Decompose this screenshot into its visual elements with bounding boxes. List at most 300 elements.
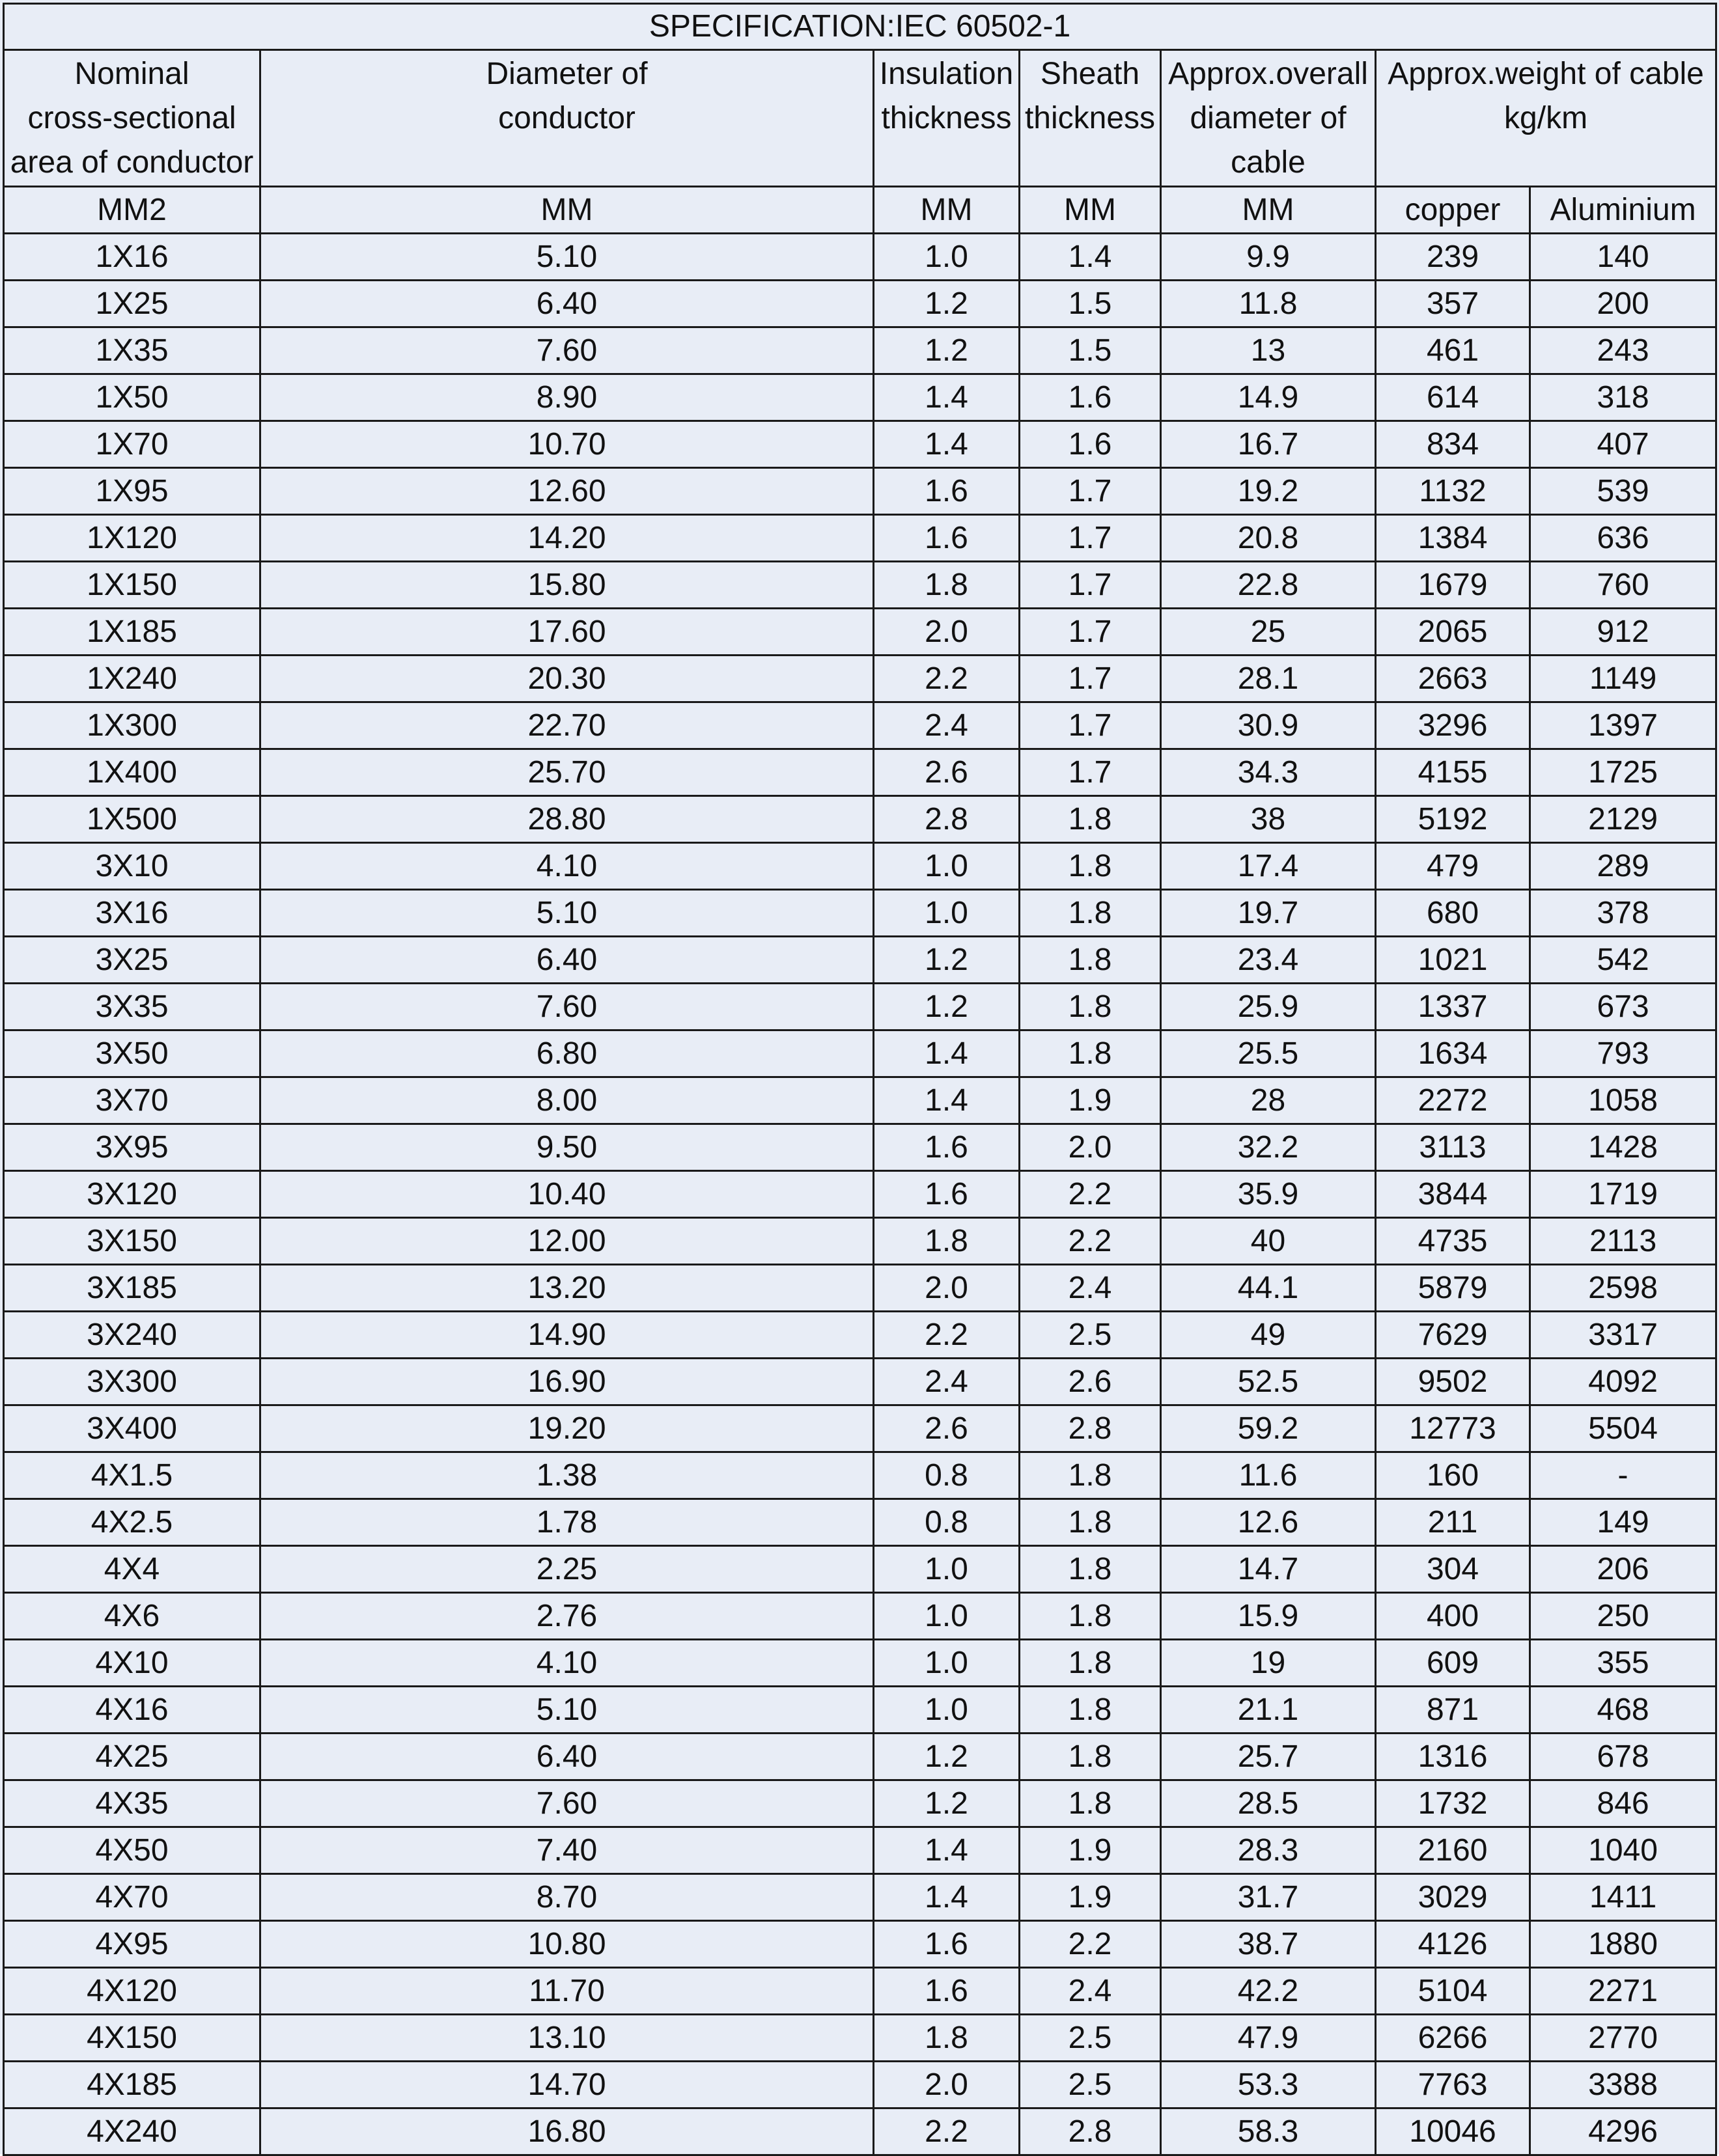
overall-diameter-cell: 32.2 (1161, 1124, 1376, 1171)
sheath-cell: 1.5 (1020, 281, 1161, 327)
header-area (4, 50, 260, 187)
table-row (4, 1968, 1716, 2015)
aluminium-weight-cell: 4296 (1530, 2108, 1716, 2155)
aluminium-weight-cell: 289 (1530, 843, 1716, 890)
diameter-cell: 25.70 (260, 749, 874, 796)
aluminium-weight-cell: 407 (1530, 421, 1716, 468)
aluminium-weight-cell: 250 (1530, 1593, 1716, 1640)
overall-diameter-cell: 28.1 (1161, 656, 1376, 702)
header-sheath (1020, 50, 1161, 187)
diameter-cell: 28.80 (260, 796, 874, 843)
insulation-cell: 1.2 (874, 281, 1020, 327)
aluminium-weight-cell: 3317 (1530, 1312, 1716, 1359)
diameter-cell: 7.60 (260, 1780, 874, 1827)
area-cell: 1X120 (4, 515, 260, 562)
insulation-cell: 1.4 (874, 421, 1020, 468)
header-area-line: area of conductor (10, 145, 254, 180)
header-insulation (874, 50, 1020, 187)
insulation-cell: 2.6 (874, 749, 1020, 796)
diameter-cell: 13.20 (260, 1265, 874, 1312)
table-row (4, 1124, 1716, 1171)
copper-weight-cell: 211 (1376, 1499, 1530, 1546)
diameter-cell: 7.60 (260, 984, 874, 1030)
area-cell: 3X16 (4, 890, 260, 937)
copper-weight-cell: 10046 (1376, 2108, 1530, 2155)
overall-diameter-cell: 28.5 (1161, 1780, 1376, 1827)
overall-diameter-cell: 59.2 (1161, 1405, 1376, 1452)
aluminium-weight-cell: 149 (1530, 1499, 1716, 1546)
overall-diameter-cell: 15.9 (1161, 1593, 1376, 1640)
table-row (4, 2108, 1716, 2155)
aluminium-weight-cell: 636 (1530, 515, 1716, 562)
overall-diameter-cell: 19.2 (1161, 468, 1376, 515)
aluminium-weight-cell: 5504 (1530, 1405, 1716, 1452)
diameter-cell: 6.40 (260, 1734, 874, 1780)
aluminium-weight-cell: 846 (1530, 1780, 1716, 1827)
area-cell: 1X70 (4, 421, 260, 468)
sheath-cell: 1.8 (1020, 843, 1161, 890)
insulation-cell: 2.0 (874, 1265, 1020, 1312)
overall-diameter-cell: 31.7 (1161, 1874, 1376, 1921)
table-row (4, 1405, 1716, 1452)
aluminium-weight-cell: 1149 (1530, 656, 1716, 702)
aluminium-weight-cell: 206 (1530, 1546, 1716, 1593)
sheath-cell: 1.8 (1020, 1780, 1161, 1827)
table-row (4, 1218, 1716, 1265)
sheath-cell: 1.7 (1020, 562, 1161, 609)
diameter-cell: 7.40 (260, 1827, 874, 1874)
header-overall (1161, 50, 1376, 187)
insulation-cell: 2.2 (874, 1312, 1020, 1359)
unit-cell: MM (1020, 187, 1161, 234)
aluminium-weight-cell: 378 (1530, 890, 1716, 937)
insulation-cell: 1.4 (874, 374, 1020, 421)
overall-diameter-cell: 25.7 (1161, 1734, 1376, 1780)
area-cell: 3X70 (4, 1077, 260, 1124)
area-cell: 1X300 (4, 702, 260, 749)
unit-cell: MM (874, 187, 1020, 234)
insulation-cell: 1.0 (874, 890, 1020, 937)
copper-weight-cell: 479 (1376, 843, 1530, 890)
insulation-cell: 1.2 (874, 327, 1020, 374)
header-sheath-line: thickness (1024, 101, 1156, 135)
overall-diameter-cell: 16.7 (1161, 421, 1376, 468)
insulation-cell: 1.0 (874, 234, 1020, 281)
overall-diameter-cell: 34.3 (1161, 749, 1376, 796)
aluminium-weight-cell: 140 (1530, 234, 1716, 281)
table-row (4, 1921, 1716, 1968)
area-cell: 3X400 (4, 1405, 260, 1452)
insulation-cell: 2.0 (874, 609, 1020, 656)
sheath-cell: 1.9 (1020, 1077, 1161, 1124)
sheath-cell: 2.8 (1020, 1405, 1161, 1452)
sheath-cell: 1.7 (1020, 609, 1161, 656)
overall-diameter-cell: 19 (1161, 1640, 1376, 1687)
header-overall-line: cable (1231, 145, 1306, 180)
sheath-cell: 2.8 (1020, 2108, 1161, 2155)
insulation-cell: 1.8 (874, 1218, 1020, 1265)
aluminium-weight-cell: 2271 (1530, 1968, 1716, 2015)
table-row (4, 656, 1716, 702)
diameter-cell: 2.76 (260, 1593, 874, 1640)
overall-diameter-cell: 49 (1161, 1312, 1376, 1359)
table-row (4, 327, 1716, 374)
copper-weight-cell: 2065 (1376, 609, 1530, 656)
copper-weight-cell: 1634 (1376, 1030, 1530, 1077)
insulation-cell: 1.6 (874, 1921, 1020, 1968)
area-cell: 4X240 (4, 2108, 260, 2155)
sheath-cell: 1.8 (1020, 1734, 1161, 1780)
copper-weight-cell: 1132 (1376, 468, 1530, 515)
area-cell: 1X25 (4, 281, 260, 327)
aluminium-weight-cell: 1058 (1530, 1077, 1716, 1124)
area-cell: 4X2.5 (4, 1499, 260, 1546)
aluminium-weight-cell: 1725 (1530, 749, 1716, 796)
area-cell: 4X95 (4, 1921, 260, 1968)
sheath-cell: 2.4 (1020, 1968, 1161, 2015)
sheath-cell: 1.8 (1020, 1593, 1161, 1640)
aluminium-weight-cell: 2598 (1530, 1265, 1716, 1312)
aluminium-weight-cell: 4092 (1530, 1359, 1716, 1405)
copper-weight-cell: 7629 (1376, 1312, 1530, 1359)
table-row (4, 890, 1716, 937)
overall-diameter-cell: 38 (1161, 796, 1376, 843)
table-row (4, 1312, 1716, 1359)
table-row (4, 421, 1716, 468)
diameter-cell: 15.80 (260, 562, 874, 609)
unit-cell: Aluminium (1530, 187, 1716, 234)
area-cell: 3X25 (4, 937, 260, 984)
sheath-cell: 1.4 (1020, 234, 1161, 281)
diameter-cell: 12.00 (260, 1218, 874, 1265)
diameter-cell: 14.70 (260, 2062, 874, 2108)
header-weight-line: Approx.weight of cable (1388, 57, 1704, 91)
table-row (4, 515, 1716, 562)
aluminium-weight-cell: 468 (1530, 1687, 1716, 1734)
area-cell: 3X10 (4, 843, 260, 890)
aluminium-weight-cell: 3388 (1530, 2062, 1716, 2108)
insulation-cell: 1.6 (874, 468, 1020, 515)
area-cell: 1X185 (4, 609, 260, 656)
insulation-cell: 0.8 (874, 1452, 1020, 1499)
insulation-cell: 1.0 (874, 1687, 1020, 1734)
insulation-cell: 1.8 (874, 2015, 1020, 2062)
diameter-cell: 8.90 (260, 374, 874, 421)
diameter-cell: 2.25 (260, 1546, 874, 1593)
aluminium-weight-cell: 200 (1530, 281, 1716, 327)
diameter-cell: 6.40 (260, 281, 874, 327)
diameter-cell: 4.10 (260, 843, 874, 890)
sheath-cell: 1.8 (1020, 1499, 1161, 1546)
sheath-cell: 1.7 (1020, 515, 1161, 562)
area-cell: 4X35 (4, 1780, 260, 1827)
sheath-cell: 1.7 (1020, 468, 1161, 515)
aluminium-weight-cell: 1411 (1530, 1874, 1716, 1921)
overall-diameter-cell: 11.6 (1161, 1452, 1376, 1499)
table-row (4, 937, 1716, 984)
overall-diameter-cell: 25 (1161, 609, 1376, 656)
copper-weight-cell: 400 (1376, 1593, 1530, 1640)
sheath-cell: 1.7 (1020, 749, 1161, 796)
diameter-cell: 11.70 (260, 1968, 874, 2015)
overall-diameter-cell: 22.8 (1161, 562, 1376, 609)
insulation-cell: 1.8 (874, 562, 1020, 609)
table-row (4, 1874, 1716, 1921)
sheath-cell: 1.8 (1020, 890, 1161, 937)
copper-weight-cell: 609 (1376, 1640, 1530, 1687)
sheath-cell: 1.6 (1020, 421, 1161, 468)
table-row (4, 843, 1716, 890)
aluminium-weight-cell: 760 (1530, 562, 1716, 609)
table-row (4, 1359, 1716, 1405)
diameter-cell: 4.10 (260, 1640, 874, 1687)
area-cell: 3X50 (4, 1030, 260, 1077)
diameter-cell: 8.70 (260, 1874, 874, 1921)
table-row (4, 702, 1716, 749)
table-row (4, 984, 1716, 1030)
overall-diameter-cell: 28.3 (1161, 1827, 1376, 1874)
insulation-cell: 1.0 (874, 1640, 1020, 1687)
copper-weight-cell: 9502 (1376, 1359, 1530, 1405)
table-row (4, 374, 1716, 421)
overall-diameter-cell: 30.9 (1161, 702, 1376, 749)
copper-weight-cell: 871 (1376, 1687, 1530, 1734)
overall-diameter-cell: 44.1 (1161, 1265, 1376, 1312)
area-cell: 1X400 (4, 749, 260, 796)
area-cell: 3X240 (4, 1312, 260, 1359)
copper-weight-cell: 239 (1376, 234, 1530, 281)
overall-diameter-cell: 9.9 (1161, 234, 1376, 281)
copper-weight-cell: 160 (1376, 1452, 1530, 1499)
insulation-cell: 2.6 (874, 1405, 1020, 1452)
area-cell: 3X95 (4, 1124, 260, 1171)
aluminium-weight-cell: 2113 (1530, 1218, 1716, 1265)
area-cell: 1X150 (4, 562, 260, 609)
copper-weight-cell: 1337 (1376, 984, 1530, 1030)
table-row (4, 1593, 1716, 1640)
sheath-cell: 1.8 (1020, 1687, 1161, 1734)
header-insulation-line: Insulation (879, 57, 1014, 91)
area-cell: 4X1.5 (4, 1452, 260, 1499)
sheath-cell: 2.5 (1020, 2062, 1161, 2108)
insulation-cell: 1.2 (874, 1780, 1020, 1827)
sheath-cell: 2.2 (1020, 1218, 1161, 1265)
copper-weight-cell: 4126 (1376, 1921, 1530, 1968)
overall-diameter-cell: 42.2 (1161, 1968, 1376, 2015)
area-cell: 4X120 (4, 1968, 260, 2015)
copper-weight-cell: 1316 (1376, 1734, 1530, 1780)
insulation-cell: 2.2 (874, 656, 1020, 702)
aluminium-weight-cell: 1719 (1530, 1171, 1716, 1218)
area-cell: 4X16 (4, 1687, 260, 1734)
overall-diameter-cell: 53.3 (1161, 2062, 1376, 2108)
overall-diameter-cell: 14.7 (1161, 1546, 1376, 1593)
area-cell: 1X35 (4, 327, 260, 374)
area-cell: 4X50 (4, 1827, 260, 1874)
copper-weight-cell: 2160 (1376, 1827, 1530, 1874)
table-row (4, 1452, 1716, 1499)
diameter-cell: 9.50 (260, 1124, 874, 1171)
area-cell: 4X4 (4, 1546, 260, 1593)
diameter-cell: 22.70 (260, 702, 874, 749)
table-row (4, 1734, 1716, 1780)
area-cell: 1X500 (4, 796, 260, 843)
aluminium-weight-cell: 793 (1530, 1030, 1716, 1077)
unit-cell: MM (1161, 187, 1376, 234)
copper-weight-cell: 3296 (1376, 702, 1530, 749)
insulation-cell: 1.4 (874, 1874, 1020, 1921)
table-row (4, 1077, 1716, 1124)
table-row (4, 234, 1716, 281)
insulation-cell: 1.6 (874, 1124, 1020, 1171)
header-diameter-line: Diameter of (486, 57, 648, 91)
overall-diameter-cell: 13 (1161, 327, 1376, 374)
copper-weight-cell: 1732 (1376, 1780, 1530, 1827)
sheath-cell: 1.8 (1020, 1452, 1161, 1499)
overall-diameter-cell: 17.4 (1161, 843, 1376, 890)
diameter-cell: 16.90 (260, 1359, 874, 1405)
copper-weight-cell: 357 (1376, 281, 1530, 327)
table-row (4, 1546, 1716, 1593)
overall-diameter-cell: 20.8 (1161, 515, 1376, 562)
area-cell: 1X16 (4, 234, 260, 281)
overall-diameter-cell: 23.4 (1161, 937, 1376, 984)
diameter-cell: 8.00 (260, 1077, 874, 1124)
diameter-cell: 13.10 (260, 2015, 874, 2062)
insulation-cell: 1.2 (874, 984, 1020, 1030)
area-cell: 1X240 (4, 656, 260, 702)
overall-diameter-cell: 35.9 (1161, 1171, 1376, 1218)
table-row (4, 1499, 1716, 1546)
aluminium-weight-cell: 912 (1530, 609, 1716, 656)
insulation-cell: 1.6 (874, 1171, 1020, 1218)
insulation-cell: 1.2 (874, 1734, 1020, 1780)
insulation-cell: 1.4 (874, 1077, 1020, 1124)
area-cell: 4X70 (4, 1874, 260, 1921)
copper-weight-cell: 5104 (1376, 1968, 1530, 2015)
diameter-cell: 1.78 (260, 1499, 874, 1546)
copper-weight-cell: 3844 (1376, 1171, 1530, 1218)
sheath-cell: 1.8 (1020, 1546, 1161, 1593)
copper-weight-cell: 1021 (1376, 937, 1530, 984)
sheath-cell: 2.4 (1020, 1265, 1161, 1312)
copper-weight-cell: 2663 (1376, 656, 1530, 702)
sheath-cell: 2.2 (1020, 1921, 1161, 1968)
diameter-cell: 5.10 (260, 1687, 874, 1734)
header-diameter-line: conductor (498, 101, 636, 135)
aluminium-weight-cell: 1880 (1530, 1921, 1716, 1968)
table-row (4, 1827, 1716, 1874)
diameter-cell: 7.60 (260, 327, 874, 374)
table-row (4, 2062, 1716, 2108)
table-row (4, 796, 1716, 843)
insulation-cell: 1.2 (874, 937, 1020, 984)
table-row (4, 281, 1716, 327)
insulation-cell: 1.4 (874, 1030, 1020, 1077)
insulation-cell: 1.0 (874, 1593, 1020, 1640)
sheath-cell: 1.7 (1020, 702, 1161, 749)
copper-weight-cell: 7763 (1376, 2062, 1530, 2108)
overall-diameter-cell: 21.1 (1161, 1687, 1376, 1734)
diameter-cell: 12.60 (260, 468, 874, 515)
table-row (4, 1265, 1716, 1312)
diameter-cell: 10.70 (260, 421, 874, 468)
copper-weight-cell: 3029 (1376, 1874, 1530, 1921)
cable-spec-table (3, 3, 1717, 2156)
sheath-cell: 2.5 (1020, 1312, 1161, 1359)
table-row (4, 1640, 1716, 1687)
header-insulation-line: thickness (881, 101, 1012, 135)
aluminium-weight-cell: 539 (1530, 468, 1716, 515)
aluminium-weight-cell: 243 (1530, 327, 1716, 374)
copper-weight-cell: 4735 (1376, 1218, 1530, 1265)
overall-diameter-cell: 12.6 (1161, 1499, 1376, 1546)
area-cell: 3X120 (4, 1171, 260, 1218)
copper-weight-cell: 614 (1376, 374, 1530, 421)
copper-weight-cell: 5879 (1376, 1265, 1530, 1312)
overall-diameter-cell: 25.5 (1161, 1030, 1376, 1077)
copper-weight-cell: 12773 (1376, 1405, 1530, 1452)
area-cell: 1X50 (4, 374, 260, 421)
aluminium-weight-cell: 673 (1530, 984, 1716, 1030)
sheath-cell: 1.9 (1020, 1874, 1161, 1921)
insulation-cell: 0.8 (874, 1499, 1020, 1546)
table-title: SPECIFICATION:IEC 60502-1 (4, 4, 1716, 50)
overall-diameter-cell: 28 (1161, 1077, 1376, 1124)
unit-cell: MM (260, 187, 874, 234)
insulation-cell: 1.0 (874, 843, 1020, 890)
units-row (4, 187, 1716, 234)
overall-diameter-cell: 38.7 (1161, 1921, 1376, 1968)
diameter-cell: 10.80 (260, 1921, 874, 1968)
sheath-cell: 2.2 (1020, 1171, 1161, 1218)
sheath-cell: 1.5 (1020, 327, 1161, 374)
aluminium-weight-cell: 1397 (1530, 702, 1716, 749)
unit-cell: copper (1376, 187, 1530, 234)
copper-weight-cell: 304 (1376, 1546, 1530, 1593)
header-overall-line: Approx.overall (1168, 57, 1368, 91)
copper-weight-cell: 1679 (1376, 562, 1530, 609)
header-area-line: cross-sectional (27, 101, 236, 135)
aluminium-weight-cell: 318 (1530, 374, 1716, 421)
copper-weight-cell: 680 (1376, 890, 1530, 937)
copper-weight-cell: 6266 (1376, 2015, 1530, 2062)
copper-weight-cell: 834 (1376, 421, 1530, 468)
sheath-cell: 1.6 (1020, 374, 1161, 421)
header-weight (1376, 50, 1716, 187)
area-cell: 4X25 (4, 1734, 260, 1780)
insulation-cell: 2.8 (874, 796, 1020, 843)
table-row (4, 749, 1716, 796)
diameter-cell: 20.30 (260, 656, 874, 702)
overall-diameter-cell: 47.9 (1161, 2015, 1376, 2062)
diameter-cell: 10.40 (260, 1171, 874, 1218)
copper-weight-cell: 1384 (1376, 515, 1530, 562)
sheath-cell: 1.8 (1020, 937, 1161, 984)
overall-diameter-cell: 40 (1161, 1218, 1376, 1265)
diameter-cell: 1.38 (260, 1452, 874, 1499)
diameter-cell: 16.80 (260, 2108, 874, 2155)
area-cell: 3X185 (4, 1265, 260, 1312)
aluminium-weight-cell: 678 (1530, 1734, 1716, 1780)
sheath-cell: 2.6 (1020, 1359, 1161, 1405)
table-row (4, 2015, 1716, 2062)
table-row (4, 1780, 1716, 1827)
diameter-cell: 5.10 (260, 234, 874, 281)
overall-diameter-cell: 58.3 (1161, 2108, 1376, 2155)
aluminium-weight-cell: 2129 (1530, 796, 1716, 843)
table-row (4, 1171, 1716, 1218)
